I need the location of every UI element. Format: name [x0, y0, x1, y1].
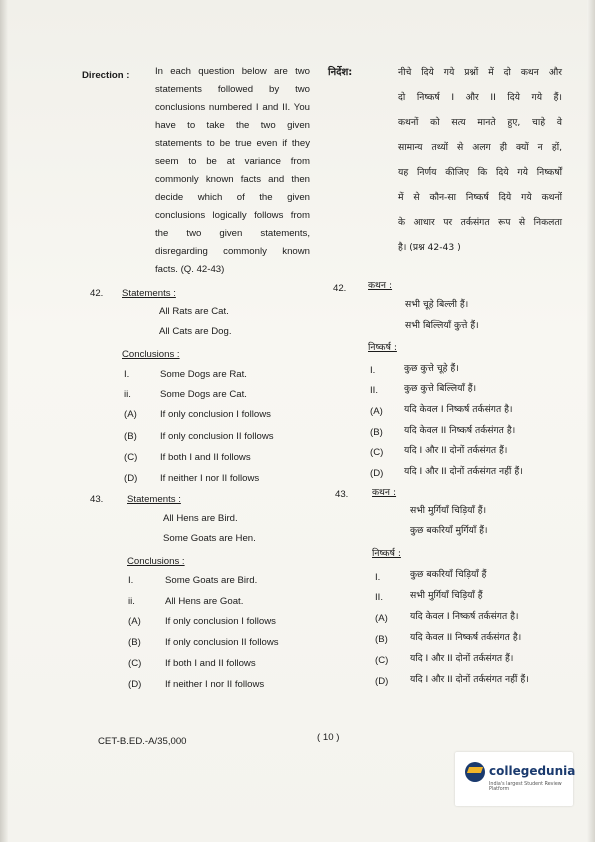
hindi-q43-conclusion-2: सभी मुर्गियाँ चिड़ियाँ हैं	[410, 590, 483, 601]
hindi-direction-line: में से कौन-सा निष्कर्ष दिये गये कथनों	[398, 192, 562, 203]
hindi-q42-option-d: यदि I और II दोनों तर्कसंगत नहीं हैं।	[404, 466, 523, 477]
hindi-direction-line: के आधार पर तर्कसंगत रूप से निकलता	[398, 217, 562, 228]
hindi-direction-text	[398, 60, 562, 260]
q43-option-b: If only conclusion II follows	[165, 637, 279, 648]
hindi-q43-option-d: यदि I और II दोनों तर्कसंगत नहीं हैं।	[410, 674, 529, 685]
q42-option-c: If both I and II follows	[160, 452, 251, 463]
q43-option-d-label: (D)	[128, 679, 142, 690]
hindi-direction-line: यह निर्णय कीजिए कि दिये गये निष्कर्षों	[398, 167, 562, 178]
hindi-q43-option-b: यदि केवल II निष्कर्ष तर्कसंगत है।	[410, 632, 522, 643]
hindi-q42-statements-label: कथन :	[368, 280, 393, 291]
hindi-q43-conclusion-2-label: II.	[375, 592, 383, 603]
direction-line: conclusions logically follows from	[155, 210, 310, 221]
hindi-direction-line: कथनों को सत्य मानते हुए, चाहे वे	[398, 117, 562, 128]
direction-line: commonly known facts and then	[155, 174, 310, 185]
q43-option-b-label: (B)	[128, 637, 141, 648]
watermark-tagline: India's largest Student Review Platform	[489, 782, 562, 792]
hindi-direction-line: नीचे दिये गये प्रश्नों में दो कथन और	[398, 67, 562, 78]
hindi-q43-option-a-label: (A)	[375, 613, 388, 624]
hindi-q43-option-a: यदि केवल I निष्कर्ष तर्कसंगत है।	[410, 611, 519, 622]
hindi-q42-statement-1: सभी चूहे बिल्ली हैं।	[405, 299, 469, 310]
hindi-q43-number: 43.	[335, 489, 349, 500]
q42-statements-label: Statements :	[122, 288, 176, 299]
direction-line: facts. (Q. 42-43)	[155, 264, 225, 275]
hindi-q42-conclusion-1-label: I.	[370, 365, 376, 376]
q42-conclusions-label: Conclusions :	[122, 349, 180, 360]
q43-conclusion-2-label: ii.	[128, 596, 135, 607]
hindi-q43-statement-2: कुछ बकरियाँ मुर्गियाँ हैं।	[410, 525, 488, 536]
direction-line: have to take the two given	[155, 120, 310, 131]
hindi-q42-option-a: यदि केवल I निष्कर्ष तर्कसंगत है।	[404, 404, 513, 415]
q43-conclusion-1: Some Goats are Bird.	[165, 575, 258, 586]
q42-option-c-label: (C)	[124, 452, 138, 463]
hindi-q42-conclusion-2: कुछ कुत्ते बिल्लियाँ हैं।	[404, 383, 477, 394]
hindi-q43-option-b-label: (B)	[375, 634, 388, 645]
hindi-q42-option-c-label: (C)	[370, 447, 384, 458]
direction-line: seem to be at variance from	[155, 156, 310, 167]
collegedunia-watermark	[455, 752, 576, 806]
q42-option-b-label: (B)	[124, 431, 137, 442]
hindi-q42-option-a-label: (A)	[370, 406, 383, 417]
q42-option-d-label: (D)	[124, 473, 138, 484]
q43-statement-2: Some Goats are Hen.	[163, 533, 256, 544]
direction-line: statements to be true even if they	[155, 138, 310, 149]
q43-option-c: If both I and II follows	[165, 658, 256, 669]
q42-conclusion-2: Some Dogs are Cat.	[160, 389, 247, 400]
q43-option-d: If neither I nor II follows	[165, 679, 265, 690]
hindi-direction-line: सामान्य तथ्यों से अलग ही क्यों न हों,	[398, 142, 562, 153]
page-edge-left	[0, 0, 8, 842]
direction-line: In each question below are two	[155, 66, 310, 77]
hindi-q43-conclusion-1: कुछ बकरियाँ चिड़ियाँ हैं	[410, 569, 487, 580]
hindi-q42-conclusions-label: निष्कर्ष :	[368, 342, 397, 353]
hindi-q42-option-b-label: (B)	[370, 427, 383, 438]
q43-number: 43.	[90, 494, 104, 505]
direction-line: statements followed by two	[155, 84, 310, 95]
q42-conclusion-1-label: I.	[124, 369, 130, 380]
graduation-cap-icon	[465, 762, 485, 782]
q43-option-c-label: (C)	[128, 658, 142, 669]
hindi-q42-option-c: यदि I और II दोनों तर्कसंगत हैं।	[404, 445, 508, 456]
q42-statement-1: All Rats are Cat.	[159, 306, 229, 317]
q43-option-a: If only conclusion I follows	[165, 616, 276, 627]
q42-conclusion-2-label: ii.	[124, 389, 131, 400]
direction-line: conclusions numbered I and II. You	[155, 102, 310, 113]
hindi-q43-option-c: यदि I और II दोनों तर्कसंगत हैं।	[410, 653, 514, 664]
hindi-direction-line: दो निष्कर्ष I और II दिये गये हैं।	[398, 92, 562, 103]
q43-option-a-label: (A)	[128, 616, 141, 627]
hindi-q42-number: 42.	[333, 283, 347, 294]
q43-conclusion-2: All Hens are Goat.	[165, 596, 244, 607]
hindi-q42-statement-2: सभी बिल्लियाँ कुत्ते हैं।	[405, 320, 479, 331]
q43-statements-label: Statements :	[127, 494, 181, 505]
hindi-direction-line: है। (प्रश्न 42-43 )	[398, 242, 461, 253]
page-number: ( 10 )	[317, 732, 340, 743]
q42-option-b: If only conclusion II follows	[160, 431, 274, 442]
hindi-q43-conclusions-label: निष्कर्ष :	[372, 548, 401, 559]
hindi-direction-label: निर्देश:	[328, 67, 353, 78]
hindi-q42-conclusion-1: कुछ कुत्ते चूहे हैं।	[404, 363, 459, 374]
page-edge-right	[587, 0, 595, 842]
hindi-q42-option-b: यदि केवल II निष्कर्ष तर्कसंगत है।	[404, 425, 516, 436]
direction-line: decide which of the given	[155, 192, 310, 203]
hindi-q43-statement-1: सभी मुर्गियाँ चिड़ियाँ हैं।	[410, 505, 487, 516]
hindi-q42-option-d-label: (D)	[370, 468, 384, 479]
q42-option-d: If neither I nor II follows	[160, 473, 260, 484]
hindi-q42-conclusion-2-label: II.	[370, 385, 378, 396]
direction-line: the two given statements,	[155, 228, 310, 239]
q42-conclusion-1: Some Dogs are Rat.	[160, 369, 247, 380]
hindi-q43-statements-label: कथन :	[372, 487, 397, 498]
hindi-q43-conclusion-1-label: I.	[375, 572, 381, 583]
q43-conclusion-1-label: I.	[128, 575, 134, 586]
q43-statement-1: All Hens are Bird.	[163, 513, 238, 524]
q42-statement-2: All Cats are Dog.	[159, 326, 232, 337]
hindi-q43-option-c-label: (C)	[375, 655, 389, 666]
direction-text	[155, 63, 310, 279]
q42-number: 42.	[90, 288, 104, 299]
watermark-brand: collegedunia	[489, 764, 576, 778]
q42-option-a: If only conclusion I follows	[160, 409, 271, 420]
q43-conclusions-label: Conclusions :	[127, 556, 185, 567]
q42-option-a-label: (A)	[124, 409, 137, 420]
direction-line: disregarding commonly known	[155, 246, 310, 257]
footer-code: CET-B.ED.-A/35,000	[98, 736, 187, 747]
direction-label: Direction :	[82, 70, 130, 81]
hindi-q43-option-d-label: (D)	[375, 676, 389, 687]
